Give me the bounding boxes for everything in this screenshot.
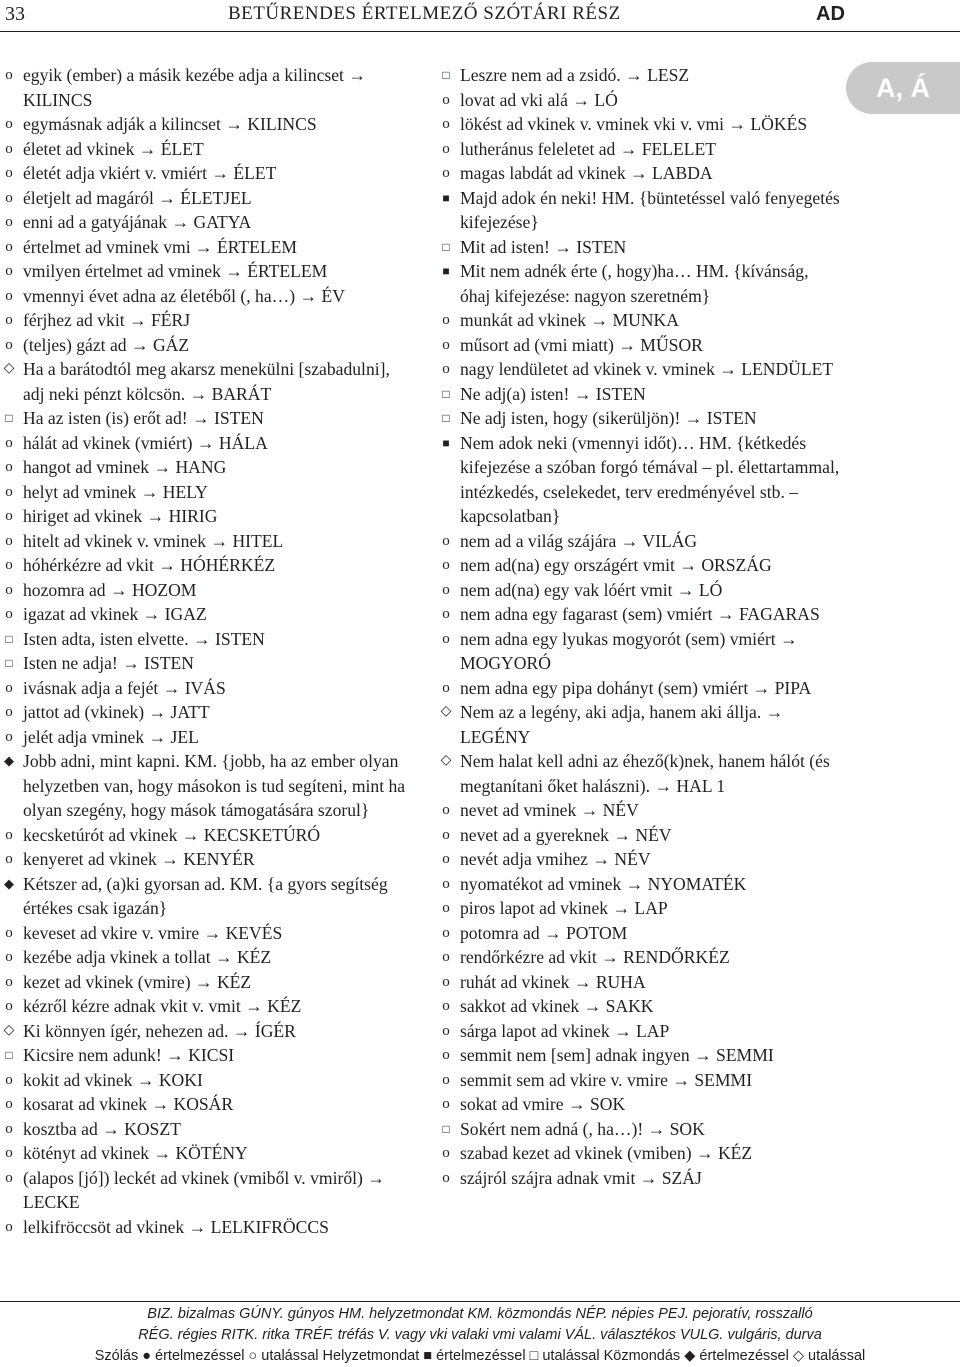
dictionary-entry xyxy=(0,970,410,995)
entry-type-icon: □ xyxy=(442,1121,450,1136)
dictionary-entry xyxy=(437,700,841,749)
entry-text: Isten adta, isten elvette. → ISTEN xyxy=(23,628,265,649)
entry-text: kezet ad vkinek (vmire) → KÉZ xyxy=(23,971,252,992)
entry-text: keveset ad vkire v. vmire → KEVÉS xyxy=(23,922,283,943)
entry-type-icon: o xyxy=(5,312,13,328)
dictionary-entry xyxy=(0,259,410,284)
entry-text: Isten ne adja! → ISTEN xyxy=(23,653,194,673)
entry-text: piros lapot ad vkinek → LAP xyxy=(460,898,668,918)
entry-type-icon: o xyxy=(442,140,450,157)
dictionary-entry xyxy=(437,431,841,529)
dictionary-entry xyxy=(437,921,841,946)
entry-type-icon: ■ xyxy=(442,190,450,205)
entry-type-icon: o xyxy=(5,459,13,475)
entry-type-icon: o xyxy=(442,557,450,573)
entry-type-icon: o xyxy=(442,679,450,696)
dictionary-entry xyxy=(0,161,410,186)
dictionary-entry xyxy=(0,945,410,970)
entry-type-icon: o xyxy=(5,263,13,279)
entry-text: Ne adj isten, hogy (sikerüljön)! → ISTEN xyxy=(460,408,757,428)
entry-type-icon: o xyxy=(442,826,450,843)
entry-text: jattot ad (vkinek) → JATT xyxy=(23,702,210,722)
entry-type-icon: o xyxy=(5,189,13,206)
dictionary-entry xyxy=(437,676,841,701)
entry-type-icon: o xyxy=(5,140,13,157)
entry-type-icon: o xyxy=(442,1145,450,1161)
dictionary-entry xyxy=(0,725,410,750)
entry-type-icon: o xyxy=(5,1145,13,1161)
dictionary-entry xyxy=(437,627,841,676)
entry-text: műsort ad (vmi miatt) → MŰSOR xyxy=(460,334,703,355)
entry-text: lelkifröccsöt ad vkinek → LELKIFRÖCCS xyxy=(23,1216,329,1237)
entry-type-icon: ◆ xyxy=(4,875,14,891)
entry-text: kosztba ad → KOSZT xyxy=(23,1118,181,1139)
entry-type-icon: o xyxy=(442,1096,450,1112)
entry-text: kötényt ad vkinek → KÖTÉNY xyxy=(23,1143,248,1163)
entry-text: lökést ad vkinek v. vminek vki v. vmi → LÖKÉS xyxy=(460,114,808,134)
entry-text: nem adna egy pipa dohányt (sem) vmiért → PIPA xyxy=(460,677,812,698)
entry-text: (alapos [jó]) leckét ad vkinek (vmiből v. vmiről) → LECKE xyxy=(23,1167,385,1212)
dictionary-entry xyxy=(437,406,841,431)
entry-type-icon: o xyxy=(442,336,450,353)
dictionary-entry xyxy=(0,1166,410,1215)
entry-type-icon: o xyxy=(5,238,13,255)
dictionary-entry xyxy=(437,382,841,407)
dictionary-entry xyxy=(0,1019,410,1044)
dictionary-entry xyxy=(437,63,841,88)
entry-type-icon: □ xyxy=(5,631,13,646)
entry-text: Ha az isten (is) erőt ad! → ISTEN xyxy=(23,408,264,428)
entry-type-icon: o xyxy=(5,1120,13,1137)
entry-text: ruhát ad vkinek → RUHA xyxy=(460,971,646,992)
dictionary-entry xyxy=(437,1068,841,1093)
dictionary-entry xyxy=(0,357,410,406)
entry-text: nevet ad a gyereknek → NÉV xyxy=(460,824,672,845)
letter-tab: A, Á xyxy=(846,62,960,114)
entry-text: enni ad a gatyájának → GATYA xyxy=(23,212,252,232)
entry-type-icon: o xyxy=(5,165,13,181)
entry-type-icon: o xyxy=(442,1047,450,1063)
entry-text: kosarat ad vkinek → KOSÁR xyxy=(23,1094,234,1114)
entry-text: Ne adj(a) isten! → ISTEN xyxy=(460,383,646,404)
entry-text: életét adja vkiért v. vmiért → ÉLET xyxy=(23,163,277,183)
entry-text: hangot ad vminek → HANG xyxy=(23,457,227,477)
entry-text: Majd adok én neki! HM. {büntetéssel való fenyegetés kifejezése} xyxy=(460,187,840,232)
dictionary-entry xyxy=(437,308,841,333)
entry-type-icon: o xyxy=(442,91,450,108)
entry-text: Nem adok neki (vmennyi időt)… HM. {kétkedés kifejezése a szóban forgó témával – pl. élettartammal, intézkedés, cselekedet, terv eredményével stb. – kapcsolatban} xyxy=(460,432,840,526)
entry-text: Mit nem adnék érte (, hogy)ha… HM. {kívánság, óhaj kifejezése: nagyon szeretném} xyxy=(460,261,809,306)
entry-text: lutheránus feleletet ad → FELELET xyxy=(460,138,716,159)
dictionary-entry xyxy=(0,480,410,505)
dictionary-entry xyxy=(0,406,410,431)
page-number: 33 xyxy=(5,3,25,25)
entry-type-icon: □ xyxy=(442,68,450,82)
entry-type-icon: o xyxy=(5,483,13,500)
entry-text: Nem halat kell adni az éhező(k)nek, hanem hálót (és megtanítani őket halászni). → HAL 1 xyxy=(460,751,830,796)
dictionary-entry xyxy=(437,578,841,603)
dictionary-entry xyxy=(437,1092,841,1117)
dictionary-entry xyxy=(0,1092,410,1117)
entry-type-icon: o xyxy=(5,336,13,353)
entry-type-icon: o xyxy=(442,900,450,916)
legend-line-1: BIZ. bizalmas GÚNY. gúnyos HM. helyzetmondat KM. közmondás NÉP. népies PEJ. pejoratív, rosszalló xyxy=(147,1306,813,1322)
entry-type-icon: o xyxy=(442,165,450,181)
entry-type-icon: □ xyxy=(442,239,450,254)
dictionary-entry xyxy=(437,847,841,872)
dictionary-entry xyxy=(437,970,841,995)
dictionary-entry xyxy=(0,847,410,872)
entry-text: nem adna egy lyukas mogyorót (sem) vmiért → MOGYORÓ xyxy=(460,628,798,673)
entry-text: Ha a barátodtól meg akarsz menekülni [szabadulni], adj neki pénzt kölcsön. → BARÁT xyxy=(23,359,390,404)
dictionary-entry xyxy=(437,235,841,260)
dictionary-entry xyxy=(437,945,841,970)
entry-type-icon: o xyxy=(442,973,450,990)
header-rule xyxy=(0,31,960,32)
entry-text: hálát ad vkinek (vmiért) → HÁLA xyxy=(23,432,268,453)
entry-text: egymásnak adják a kilincset → KILINCS xyxy=(23,114,317,134)
dictionary-entry xyxy=(0,651,410,676)
entry-text: nem adna egy fagarast (sem) vmiért → FAGARAS xyxy=(460,604,820,624)
entry-text: kézről kézre adnak vkit v. vmit → KÉZ xyxy=(23,996,302,1016)
entry-type-icon: o xyxy=(442,1169,450,1186)
entry-text: nem ad(na) egy vak lóért vmit → LÓ xyxy=(460,579,723,600)
entry-type-icon: o xyxy=(5,557,13,573)
dictionary-entry xyxy=(0,284,410,309)
dictionary-entry xyxy=(0,823,410,848)
running-title: BETŰRENDES ÉRTELMEZŐ SZÓTÁRI RÉSZ xyxy=(228,3,621,24)
dictionary-entry xyxy=(437,553,841,578)
entry-text: semmit nem [sem] adnak ingyen → SEMMI xyxy=(460,1045,774,1065)
entry-type-icon: o xyxy=(442,312,450,328)
entry-type-icon: o xyxy=(5,998,13,1014)
entry-type-icon: o xyxy=(5,851,13,867)
dictionary-entry xyxy=(0,1043,410,1068)
entry-type-icon: o xyxy=(442,924,450,941)
entry-text: hitelt ad vkinek v. vminek → HITEL xyxy=(23,530,284,551)
entry-type-icon: o xyxy=(442,1022,450,1039)
dictionary-entry xyxy=(0,529,410,554)
dictionary-entry xyxy=(437,529,841,554)
dictionary-entry xyxy=(0,137,410,162)
entry-text: Nem az a legény, aki adja, hanem aki állja. → LEGÉNY xyxy=(460,702,784,747)
entry-type-icon: o xyxy=(5,973,13,990)
dictionary-entry xyxy=(0,627,410,652)
entry-type-icon: ◆ xyxy=(4,753,14,768)
dictionary-entry xyxy=(437,1141,841,1166)
entry-type-icon: o xyxy=(442,998,450,1014)
entry-text: kezébe adja vkinek a tollat → KÉZ xyxy=(23,947,272,967)
dictionary-entry xyxy=(0,455,410,480)
entry-type-icon: ◇ xyxy=(3,361,15,376)
entry-type-icon: o xyxy=(442,361,450,377)
entry-type-icon: o xyxy=(5,704,13,720)
dictionary-entry xyxy=(437,749,841,798)
entry-type-icon: □ xyxy=(5,1048,13,1062)
entry-type-icon: o xyxy=(442,1071,450,1088)
dictionary-entry xyxy=(0,676,410,701)
dictionary-entry xyxy=(437,259,841,308)
entry-type-icon: o xyxy=(442,802,450,818)
dictionary-entry xyxy=(0,553,410,578)
entry-text: magas labdát ad vkinek → LABDA xyxy=(460,163,713,183)
entry-type-icon: □ xyxy=(5,656,13,670)
entry-text: egyik (ember) a másik kezébe adja a kilincset → KILINCS xyxy=(23,65,366,110)
dictionary-entry xyxy=(0,210,410,235)
entry-text: nevet ad vminek → NÉV xyxy=(460,800,639,820)
entry-type-icon: o xyxy=(5,1096,13,1112)
dictionary-entry xyxy=(0,308,410,333)
page-header xyxy=(0,0,960,30)
legend-line-2: RÉG. régies RITK. ritka TRÉF. tréfás V. vagy vki valaki vmi valami VÁL. választékos VULG. vulgáris, durva xyxy=(138,1327,822,1343)
entry-type-icon: ■ xyxy=(442,264,450,278)
section-code: AD xyxy=(816,3,845,25)
dictionary-entry xyxy=(437,798,841,823)
left-column xyxy=(0,63,410,1239)
dictionary-entry xyxy=(0,1215,410,1240)
dictionary-entry xyxy=(437,1117,841,1142)
entry-text: nem ad a világ szájára → VILÁG xyxy=(460,530,698,551)
dictionary-entry xyxy=(437,186,841,235)
entry-text: (teljes) gázt ad → GÁZ xyxy=(23,334,190,355)
entry-type-icon: o xyxy=(5,679,13,696)
entry-type-icon: o xyxy=(442,532,450,549)
entry-text: potomra ad → POTOM xyxy=(460,922,628,943)
dictionary-entry xyxy=(437,161,841,186)
entry-text: igazat ad vkinek → IGAZ xyxy=(23,604,207,624)
entry-text: nagy lendületet ad vkinek v. vminek → LENDÜLET xyxy=(460,359,834,379)
entry-type-icon: o xyxy=(5,434,13,451)
entry-text: ivásnak adja a fejét → IVÁS xyxy=(23,677,226,698)
dictionary-entry xyxy=(0,504,410,529)
entry-type-icon: o xyxy=(5,924,13,941)
right-column xyxy=(437,63,841,1190)
entry-text: helyt ad vminek → HELY xyxy=(23,481,208,502)
entry-text: férjhez ad vkit → FÉRJ xyxy=(23,310,191,330)
entry-type-icon: o xyxy=(5,606,13,622)
entry-type-icon: o xyxy=(5,287,13,304)
entry-text: Leszre nem ad a zsidó. → LESZ xyxy=(460,65,690,85)
entry-type-icon: o xyxy=(5,949,13,965)
entry-text: életet ad vkinek → ÉLET xyxy=(23,138,204,159)
entry-text: szabad kezet ad vkinek (vmiben) → KÉZ xyxy=(460,1143,753,1163)
entry-text: Ki könnyen ígér, nehezen ad. → ÍGÉR xyxy=(23,1020,296,1041)
dictionary-entry xyxy=(0,994,410,1019)
entry-type-icon: o xyxy=(5,826,13,843)
dictionary-entry xyxy=(0,872,410,921)
dictionary-entry xyxy=(0,1141,410,1166)
dictionary-entry xyxy=(437,137,841,162)
entry-text: Kétszer ad, (a)ki gyorsan ad. KM. {a gyors segítség értékes csak igazán} xyxy=(23,873,388,918)
entry-text: munkát ad vkinek → MUNKA xyxy=(460,310,679,330)
dictionary-entry xyxy=(0,186,410,211)
entry-text: szájról szájra adnak vmit → SZÁJ xyxy=(460,1167,702,1188)
dictionary-entry xyxy=(0,1117,410,1142)
entry-text: nem ad(na) egy országért vmit → ORSZÁG xyxy=(460,555,772,575)
entry-text: hozomra ad → HOZOM xyxy=(23,579,197,600)
dictionary-entry xyxy=(0,700,410,725)
entry-text: hóhérkézre ad vkit → HÓHÉRKÉZ xyxy=(23,555,276,575)
dictionary-entry xyxy=(437,112,841,137)
entry-type-icon: o xyxy=(5,214,13,230)
entry-type-icon: □ xyxy=(442,386,450,401)
entry-text: nevét adja vmihez → NÉV xyxy=(460,849,651,869)
entry-text: Sokért nem adná (, ha…)! → SOK xyxy=(460,1118,705,1139)
entry-type-icon: ◇ xyxy=(440,753,452,768)
dictionary-entry xyxy=(0,63,410,112)
dictionary-entry xyxy=(0,602,410,627)
dictionary-entry xyxy=(437,896,841,921)
entry-type-icon: o xyxy=(5,1071,13,1088)
entry-text: Jobb adni, mint kapni. KM. {jobb, ha az ember olyan helyzetben van, hogy másokon is tud segíteni, mint ha olyan szegény, hogy mások támogatására szorul} xyxy=(23,751,406,820)
entry-text: semmit sem ad vkire v. vmire → SEMMI xyxy=(460,1069,753,1090)
entry-type-icon: o xyxy=(5,581,13,598)
entry-text: lovat ad vki alá → LÓ xyxy=(460,89,618,110)
entry-type-icon: □ xyxy=(5,411,13,425)
entry-type-icon: o xyxy=(442,581,450,598)
entry-type-icon: o xyxy=(5,728,13,745)
entry-type-icon: o xyxy=(442,949,450,965)
dictionary-entry xyxy=(437,88,841,113)
dictionary-entry xyxy=(0,112,410,137)
dictionary-entry xyxy=(437,994,841,1019)
entry-type-icon: ◇ xyxy=(3,1022,15,1038)
dictionary-entry xyxy=(0,235,410,260)
entry-text: kenyeret ad vkinek → KENYÉR xyxy=(23,849,255,869)
entry-text: vmennyi évet adna az életéből (, ha…) → ÉV xyxy=(23,285,345,306)
entry-type-icon: o xyxy=(5,532,13,549)
entry-text: Kicsire nem adunk! → KICSI xyxy=(23,1045,235,1065)
entry-type-icon: ■ xyxy=(442,435,450,450)
dictionary-entry xyxy=(0,921,410,946)
dictionary-entry xyxy=(0,749,410,823)
entry-type-icon: o xyxy=(442,116,450,132)
entry-type-icon: o xyxy=(442,630,450,647)
dictionary-entry xyxy=(437,333,841,358)
dictionary-entry xyxy=(437,823,841,848)
footer-rule xyxy=(0,1301,960,1302)
entry-text: életjelt ad magáról → ÉLETJEL xyxy=(23,187,252,208)
entry-type-icon: □ xyxy=(442,411,450,425)
dictionary-entry xyxy=(0,333,410,358)
entry-text: jelét adja vminek → JEL xyxy=(23,726,199,747)
entry-text: kecsketúrót ad vkinek → KECSKETÚRÓ xyxy=(23,824,321,845)
entry-type-icon: o xyxy=(5,508,13,524)
dictionary-entry xyxy=(437,1043,841,1068)
entry-text: értelmet ad vminek vmi → ÉRTELEM xyxy=(23,236,298,257)
entry-text: sokat ad vmire → SOK xyxy=(460,1094,626,1114)
entry-text: Mit ad isten! → ISTEN xyxy=(460,236,627,257)
entry-text: sárga lapot ad vkinek → LAP xyxy=(460,1020,670,1041)
entry-text: vmilyen értelmet ad vminek → ÉRTELEM xyxy=(23,261,328,281)
legend-line-3: Szólás ● értelmezéssel ○ utalással Helyzetmondat ■ értelmezéssel □ utalással Közmondás ◆ értelmezéssel ◇ utalással xyxy=(94,1348,866,1364)
dictionary-entry xyxy=(0,1068,410,1093)
entry-text: nyomatékot ad vminek → NYOMATÉK xyxy=(460,873,747,894)
entry-type-icon: o xyxy=(5,1218,13,1235)
dictionary-entry xyxy=(437,872,841,897)
entry-type-icon: o xyxy=(5,1169,13,1186)
dictionary-entry xyxy=(437,602,841,627)
entry-type-icon: o xyxy=(5,67,13,83)
entry-type-icon: o xyxy=(442,851,450,867)
entry-text: kokit ad vkinek → KOKI xyxy=(23,1069,203,1090)
dictionary-entry xyxy=(437,357,841,382)
entry-text: sakkot ad vkinek → SAKK xyxy=(460,996,654,1016)
dictionary-entry xyxy=(437,1166,841,1191)
entry-type-icon: o xyxy=(442,606,450,622)
entry-type-icon: ◇ xyxy=(440,704,452,719)
dictionary-entry xyxy=(437,1019,841,1044)
dictionary-entry xyxy=(0,431,410,456)
entry-text: rendőrkézre ad vkit → RENDŐRKÉZ xyxy=(460,947,730,967)
entry-text: hiriget ad vkinek → HIRIG xyxy=(23,506,218,526)
dictionary-entry xyxy=(0,578,410,603)
entry-type-icon: o xyxy=(442,875,450,892)
entry-type-icon: o xyxy=(5,116,13,132)
